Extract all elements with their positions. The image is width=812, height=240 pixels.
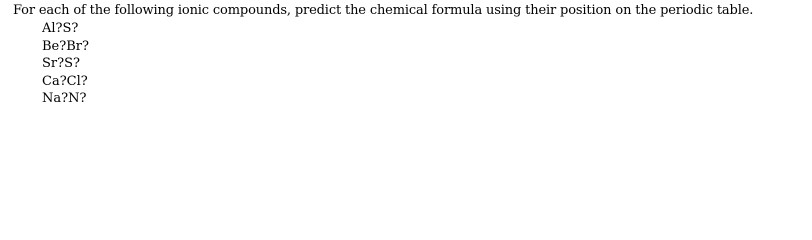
compound-item: Be?Br? xyxy=(42,38,89,54)
compound-item: Na?N? xyxy=(42,91,87,107)
compound-item: Ca?Cl? xyxy=(42,73,88,89)
compound-item: Al?S? xyxy=(42,21,79,36)
compound-item: Sr?S? xyxy=(42,56,80,72)
compound-list xyxy=(13,20,803,108)
question-block xyxy=(13,2,803,108)
question-prompt: For each of the following ionic compounds, predict the chemical formula using their position on the periodic table. xyxy=(13,3,754,18)
